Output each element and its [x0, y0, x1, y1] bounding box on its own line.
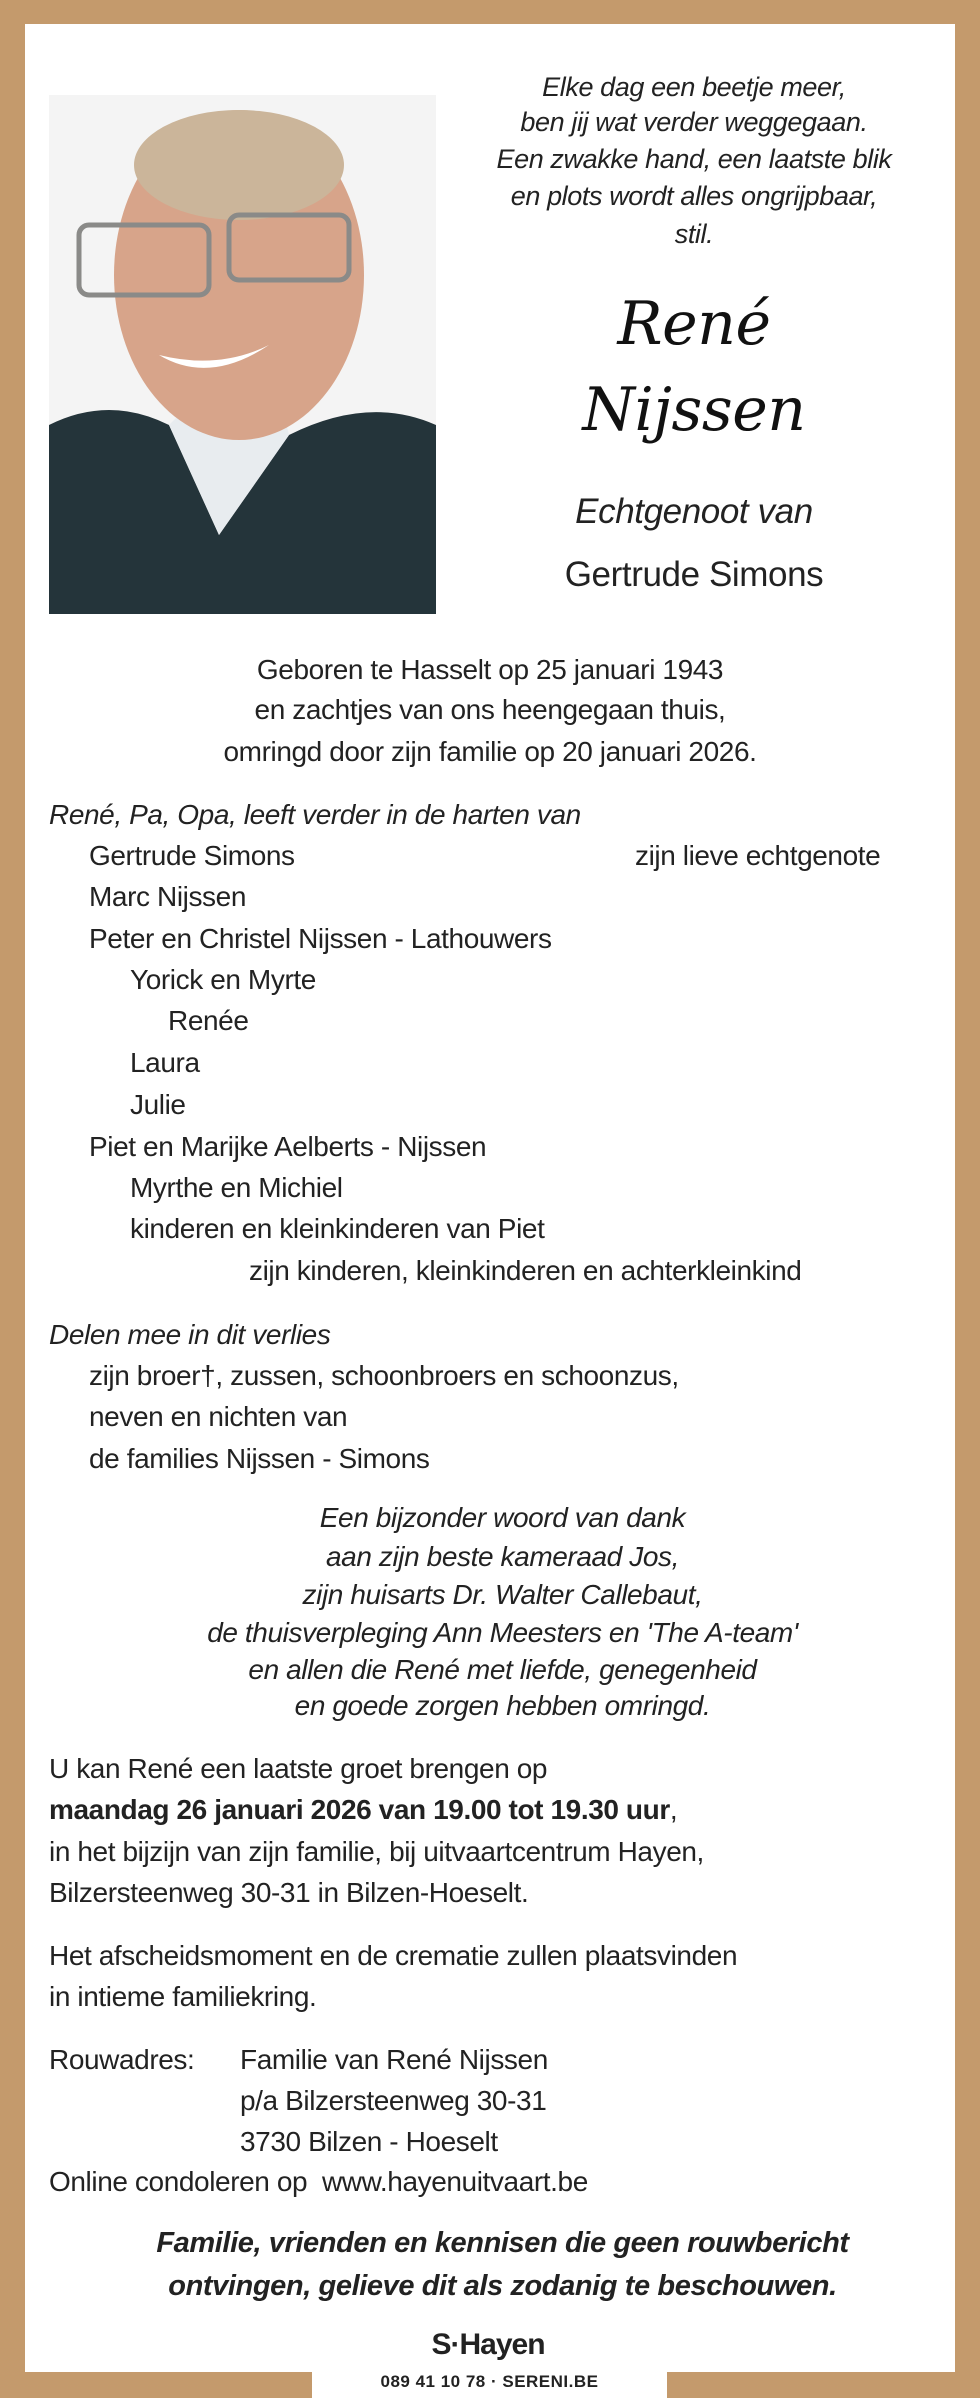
thanks-line: Een bijzonder woord van dank [319, 1502, 686, 1533]
poem-line: Een zwakke hand, een laatste blik [496, 144, 892, 174]
birth-line: omringd door zijn familie op 20 januari 2026. [223, 736, 757, 767]
birth-line: en zachtjes van ons heengegaan thuis, [254, 694, 726, 725]
online-label: Online condoleren op [49, 2166, 308, 2197]
thanks-line: de thuisverpleging Ann Meesters en 'The A-team' [207, 1617, 798, 1648]
family-member: Peter en Christel Nijssen - Lathouwers [89, 923, 552, 954]
visit-date-line [49, 1790, 677, 1830]
address-line: p/a Bilzersteenweg 30-31 [240, 2085, 547, 2116]
deceased-first-name: René [617, 289, 771, 359]
footer-contact: 089 41 10 78 · SERENI.BE [380, 2372, 599, 2391]
poem-line: stil. [674, 219, 714, 249]
portrait-photo [49, 95, 436, 614]
spouse-name: Gertrude Simons [564, 555, 824, 594]
visit-line: U kan René een laatste groet brengen op [49, 1753, 548, 1784]
thanks-line: en goede zorgen hebben omringd. [294, 1690, 711, 1721]
share-line: de families Nijssen - Simons [89, 1443, 430, 1474]
family-member-note: zijn lieve echtgenote [635, 840, 881, 871]
poem-line: en plots wordt alles ongrijpbaar, [510, 181, 878, 211]
share-intro: Delen mee in dit verlies [49, 1319, 331, 1350]
family-member: Gertrude Simons [89, 840, 295, 871]
birth-line: Geboren te Hasselt op 25 januari 1943 [256, 654, 724, 685]
family-member: kinderen en kleinkinderen van Piet [130, 1213, 545, 1244]
farewell-line: in intieme familiekring. [49, 1981, 317, 2012]
poem-line: Elke dag een beetje meer, [542, 72, 846, 102]
farewell-line: Het afscheidsmoment en de crematie zullen plaatsvinden [49, 1940, 738, 1971]
deceased-last-name: Nijssen [582, 375, 806, 445]
hayen-logo: S·Hayen [431, 2328, 545, 2361]
poem-line: ben jij wat verder weggegaan. [520, 107, 868, 137]
family-member: Yorick en Myrte [130, 964, 316, 995]
address-label: Rouwadres: [49, 2044, 195, 2075]
family-intro: René, Pa, Opa, leeft verder in de harten van [49, 799, 581, 830]
online-condolence [49, 2162, 588, 2202]
thanks-line: aan zijn beste kameraad Jos, [325, 1541, 679, 1572]
visit-line: in het bijzijn van zijn familie, bij uitvaartcentrum Hayen, [49, 1836, 704, 1867]
family-member: Piet en Marijke Aelberts - Nijssen [89, 1131, 487, 1162]
condolence-link[interactable]: www.hayenuitvaart.be [321, 2166, 588, 2197]
share-line: zijn broer†, zussen, schoonbroers en schoonzus, [89, 1360, 679, 1391]
address-line: 3730 Bilzen - Hoeselt [240, 2126, 498, 2157]
family-member: Julie [130, 1089, 186, 1120]
family-member: Laura [130, 1047, 200, 1078]
closing-line: ontvingen, gelieve dit als zodanig te beschouwen. [168, 2270, 837, 2302]
visit-line: Bilzersteenweg 30-31 in Bilzen-Hoeselt. [49, 1877, 529, 1908]
family-member: Marc Nijssen [89, 881, 247, 912]
thanks-line: en allen die René met liefde, genegenheid [248, 1654, 757, 1685]
spouse-label: Echtgenoot van [575, 492, 813, 531]
address-line: Familie van René Nijssen [240, 2044, 548, 2075]
visit-date: maandag 26 januari 2026 van 19.00 tot 19.30 uur [49, 1794, 670, 1825]
share-line: neven en nichten van [89, 1401, 348, 1432]
family-member: Renée [168, 1005, 249, 1036]
closing-line: Familie, vrienden en kennisen die geen rouwbericht [156, 2227, 849, 2259]
family-member: zijn kinderen, kleinkinderen en achterkleinkind [249, 1255, 802, 1286]
visit-date-suffix: , [669, 1794, 678, 1825]
family-member: Myrthe en Michiel [130, 1172, 343, 1203]
thanks-line: zijn huisarts Dr. Walter Callebaut, [302, 1579, 703, 1610]
